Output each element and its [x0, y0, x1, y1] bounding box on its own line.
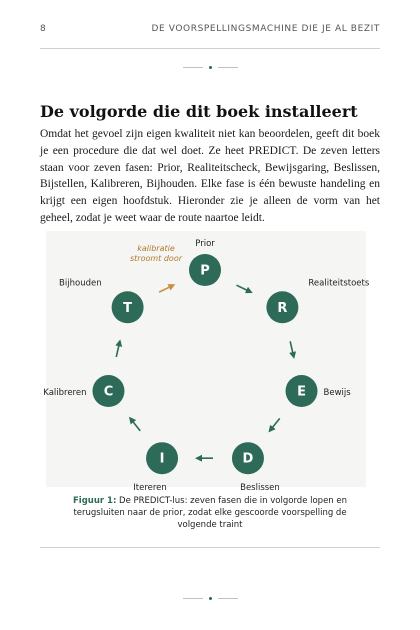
caption-text: De PREDICT-lus: zeven fasen die in volgorde lopen en terugsluiten naar de prior, zodat elke gescoorde voorspelling de volgende traint [73, 496, 348, 530]
node-label: Bijhouden [59, 278, 102, 289]
flow-arrow [130, 418, 140, 431]
node-label: Kalibreren [43, 388, 87, 399]
node-p [189, 254, 221, 286]
node-label: Itereren [133, 483, 167, 494]
flow-arrow [236, 285, 250, 292]
running-title: DE VOORSPELLINGSMACHINE DIE JE AL BEZIT [151, 24, 380, 34]
body-paragraph: Omdat het gevoel zijn eigen kwaliteit niet kan beoordelen, geeft dit boek je een procedure die dat wel doet. Ze heet PREDICT. De zeven letters staan voor zeven fasen: Prior, Realiteitscheck, Bewijsgaring, Beslissen, Bijstellen, Kalibreren, Bijhouden. Elke fase is één bewuste handeling en krijgt een eigen hoofdstuk. Hieronder zie je alleen de vorm van het geheel, zodat je weet waar de route naartoe leidt. [40, 128, 380, 224]
flow-arrow [270, 418, 280, 431]
predict-loop-figure [43, 231, 370, 494]
feedback-annotation-line1: kalibratie [137, 244, 175, 253]
node-letter: D [242, 451, 254, 467]
header-divider [40, 48, 380, 49]
node-e [286, 375, 318, 407]
node-c [92, 375, 124, 407]
node-label: Bewijs [323, 388, 351, 399]
node-r [266, 291, 298, 323]
node-i [146, 442, 178, 474]
page-number: 8 [40, 24, 47, 34]
flow-arrow [116, 341, 120, 357]
predict-loop-diagram [43, 231, 370, 494]
figure-caption [58, 495, 362, 531]
node-d [232, 442, 264, 474]
node-letter: I [159, 451, 165, 467]
node-letter: R [277, 300, 288, 316]
footer-divider [40, 547, 380, 548]
node-letter: C [103, 384, 114, 400]
running-head [40, 24, 380, 34]
node-label: Prior [195, 239, 215, 249]
section-title: De volgorde die dit boek installeert [40, 102, 358, 121]
flow-arrow [290, 341, 294, 357]
node-letter: E [297, 384, 306, 400]
feedback-arrow [159, 285, 173, 292]
feedback-annotation-line2: stroomt door [129, 254, 183, 263]
caption-label: Figuur 1: [72, 496, 117, 506]
bottom-ornament [0, 597, 420, 600]
node-letter: T [123, 300, 133, 316]
node-label: Realiteitstoets [308, 278, 370, 289]
node-label: Beslissen [240, 483, 280, 494]
top-ornament [0, 66, 420, 69]
node-t [112, 291, 144, 323]
node-letter: P [200, 263, 210, 279]
